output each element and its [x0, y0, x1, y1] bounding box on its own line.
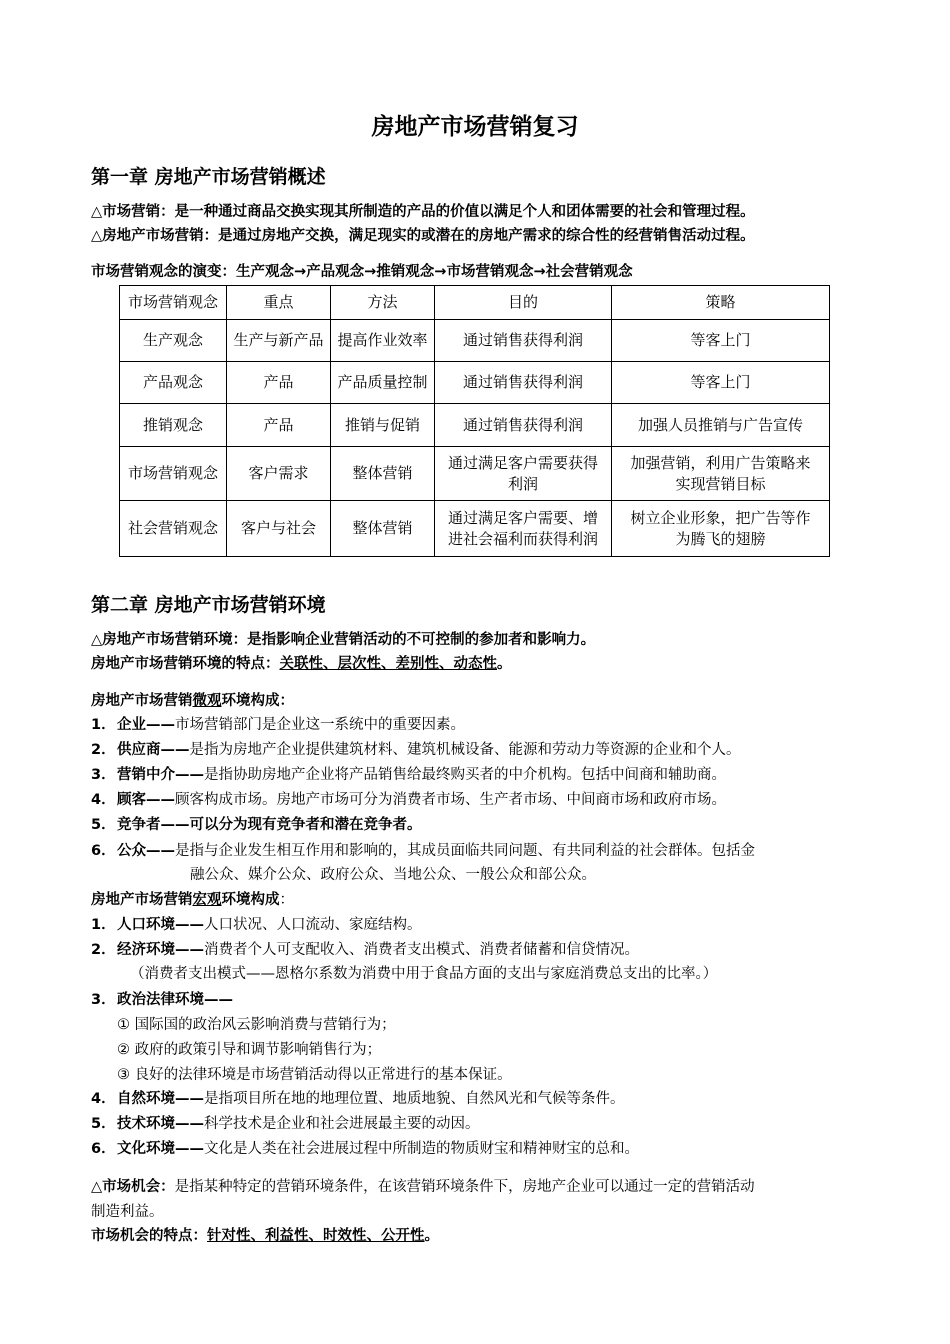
list-item — [91, 1088, 625, 1110]
table-cell: 产品质量控制 — [331, 362, 435, 404]
cell-line: 实现营销目标 — [675, 474, 766, 493]
market-opportunity-definition — [91, 1176, 755, 1198]
list-item — [91, 840, 755, 862]
item-term: 营销中介—— — [117, 767, 204, 783]
item-text: 是指协助房地产企业将产品销售给最终购买者的中介机构。包括中间商和辅助商。 — [204, 767, 726, 783]
marketing-concept-evolution: 市场营销观念的演变：生产观念→产品观念→推销观念→市场营销观念→社会营销观念 — [91, 264, 633, 280]
micro-heading-post: 环境构成： — [221, 693, 294, 709]
list-item — [91, 764, 726, 786]
marketing-concepts-table — [119, 285, 830, 557]
table-row — [120, 320, 830, 362]
table-cell: 客户与社会 — [227, 501, 331, 557]
table-cell: 生产与新产品 — [227, 320, 331, 362]
table-cell: 整体营销 — [331, 501, 435, 557]
item-number: 6． — [91, 1141, 116, 1157]
table-header: 重点 — [227, 286, 331, 320]
table-cell: 通过销售获得利润 — [435, 404, 612, 447]
item-term: 企业—— — [117, 717, 175, 733]
list-item — [91, 989, 233, 1011]
list-item-continuation: 融公众、媒介公众、政府公众、当地公众、一般公众和部公众。 — [190, 867, 596, 883]
item-number: 2． — [91, 942, 116, 958]
item-number: 3． — [91, 992, 116, 1008]
table-cell: 产品观念 — [120, 362, 227, 404]
table-cell — [612, 501, 830, 557]
opportunity-features-label: 市场机会的特点： — [91, 1228, 207, 1244]
cell-line: 进社会福利而获得利润 — [447, 529, 598, 548]
table-cell: 等客上门 — [612, 320, 830, 362]
market-opportunity-continuation: 制造利益。 — [91, 1204, 164, 1220]
chapter-2-heading: 第二章 房地产市场营销环境 — [91, 594, 326, 616]
micro-heading-pre: 房地产市场营销 — [91, 693, 193, 709]
table-cell: 社会营销观念 — [120, 501, 227, 557]
table-header: 策略 — [612, 286, 830, 320]
cell-line: 为腾飞的翅膀 — [675, 529, 766, 548]
item-text: 是指为房地产企业提供建筑材料、建筑机械设备、能源和劳动力等资源的企业和个人。 — [189, 742, 741, 758]
item-term: 自然环境—— — [117, 1091, 204, 1107]
table-cell: 推销观念 — [120, 404, 227, 447]
micro-heading-underlined: 微观 — [192, 693, 222, 709]
list-item — [91, 939, 639, 961]
sub-item: ① 国际国的政治风云影响消费与营销行为； — [117, 1017, 396, 1033]
item-number: 1． — [91, 917, 116, 933]
table-cell: 加强人员推销与广告宣传 — [612, 404, 830, 447]
item-text: 市场营销部门是企业这一系统中的重要因素。 — [175, 717, 465, 733]
item-number: 5． — [91, 817, 116, 833]
table-cell — [612, 447, 830, 501]
cell-line: 通过满足客户需要获得 — [447, 453, 598, 472]
table-cell — [435, 447, 612, 501]
table-header: 目的 — [435, 286, 612, 320]
cell-line: 加强营销，利用广告策略来 — [630, 453, 811, 472]
list-item — [91, 914, 422, 936]
macro-heading-post: 环境构成 — [221, 892, 280, 908]
env-features-end: 。 — [497, 656, 512, 672]
engel-note: （消费者支出模式——恩格尔系数为消费中用于食品方面的支出与家庭消费总支出的比率。） — [130, 966, 718, 982]
table-header: 方法 — [331, 286, 435, 320]
opportunity-label: △市场机会： — [91, 1179, 175, 1195]
table-cell: 产品 — [227, 404, 331, 447]
item-number: 4． — [91, 1091, 116, 1107]
cell-line: 树立企业形象，把广告等作 — [630, 508, 811, 527]
table-cell — [435, 501, 612, 557]
table-cell: 市场营销观念 — [120, 447, 227, 501]
item-term: 供应商—— — [117, 742, 190, 758]
env-definition: △房地产市场营销环境：是指影响企业营销活动的不可控制的参加者和影响力。 — [91, 632, 596, 648]
item-term: 竞争者——可以分为现有竞争者和潜在竞争者。 — [117, 817, 422, 833]
table-cell: 产品 — [227, 362, 331, 404]
item-text: 科学技术是企业和社会进展最主要的动因。 — [204, 1116, 480, 1132]
item-number: 2． — [91, 742, 116, 758]
list-item — [91, 789, 726, 811]
table-cell: 等客上门 — [612, 362, 830, 404]
macro-heading-pre: 房地产市场营销 — [91, 892, 193, 908]
item-number: 5． — [91, 1116, 116, 1132]
macro-heading-underlined: 宏观 — [192, 892, 222, 908]
item-text: 文化是人类在社会进展过程中所制造的物质财宝和精神财宝的总和。 — [204, 1141, 639, 1157]
chapter-1-heading: 第一章 房地产市场营销概述 — [91, 166, 326, 188]
table-cell: 提高作业效率 — [331, 320, 435, 362]
item-text: 是指与企业发生相互作用和影响的，其成员面临共同问题、有共同利益的社会群体。包括金 — [175, 843, 755, 859]
cell-line: 通过满足客户需要、增 — [447, 508, 598, 527]
table-cell: 通过销售获得利润 — [435, 362, 612, 404]
env-features-label: 房地产市场营销环境的特点： — [91, 656, 280, 672]
table-cell: 整体营销 — [331, 447, 435, 501]
table-cell: 通过销售获得利润 — [435, 320, 612, 362]
table-cell: 推销与促销 — [331, 404, 435, 447]
definition-real-estate-marketing: △房地产市场营销：是通过房地产交换，满足现实的或潜在的房地产需求的综合性的经营销售活动过程。 — [91, 228, 755, 244]
item-text: 消费者个人可支配收入、消费者支出模式、消费者储蓄和信贷情况。 — [204, 942, 639, 958]
item-number: 6． — [91, 843, 116, 859]
list-item — [91, 814, 422, 836]
env-features — [91, 653, 512, 675]
micro-env-heading — [91, 690, 294, 712]
macro-env-heading — [91, 889, 294, 911]
opportunity-features-value: 针对性、利益性、时效性、公开性 — [207, 1228, 425, 1244]
sub-item: ③ 良好的法律环境是市场营销活动得以正常进行的基本保证。 — [117, 1067, 512, 1083]
table-header-row — [120, 286, 830, 320]
list-item — [91, 1138, 639, 1160]
item-term: 政治法律环境—— — [117, 992, 233, 1008]
page-title: 房地产市场营销复习 — [371, 114, 579, 140]
item-term: 经济环境—— — [117, 942, 204, 958]
list-item — [91, 714, 465, 736]
opportunity-features-end: 。 — [424, 1228, 439, 1244]
table-row — [120, 447, 830, 501]
item-term: 技术环境—— — [117, 1116, 204, 1132]
item-number: 1． — [91, 717, 116, 733]
table-row — [120, 501, 830, 557]
table-header: 市场营销观念 — [120, 286, 227, 320]
table-cell: 生产观念 — [120, 320, 227, 362]
item-term: 人口环境—— — [117, 917, 204, 933]
list-item — [91, 1113, 480, 1135]
item-text: 人口状况、人口流动、家庭结构。 — [204, 917, 422, 933]
sub-item: ② 政府的政策引导和调节影响销售行为； — [117, 1042, 382, 1058]
macro-heading-colon: ： — [279, 892, 294, 908]
opportunity-text: 是指某种特定的营销环境条件，在该营销环境条件下，房地产企业可以通过一定的营销活动 — [174, 1179, 755, 1195]
table-row — [120, 362, 830, 404]
item-number: 4． — [91, 792, 116, 808]
item-term: 文化环境—— — [117, 1141, 204, 1157]
item-term: 顾客—— — [117, 792, 175, 808]
table-row — [120, 404, 830, 447]
item-number: 3． — [91, 767, 116, 783]
market-opportunity-features — [91, 1225, 439, 1247]
definition-marketing: △市场营销：是一种通过商品交换实现其所制造的产品的价值以满足个人和团体需要的社会和管理过程。 — [91, 204, 755, 220]
list-item — [91, 739, 741, 761]
item-text: 顾客构成市场。房地产市场可分为消费者市场、生产者市场、中间商市场和政府市场。 — [175, 792, 726, 808]
item-text: 是指项目所在地的地理位置、地质地貌、自然风光和气候等条件。 — [204, 1091, 625, 1107]
item-term: 公众—— — [117, 843, 175, 859]
cell-line: 利润 — [507, 474, 538, 493]
table-cell: 客户需求 — [227, 447, 331, 501]
env-features-value: 关联性、层次性、差别性、动态性 — [279, 656, 497, 672]
